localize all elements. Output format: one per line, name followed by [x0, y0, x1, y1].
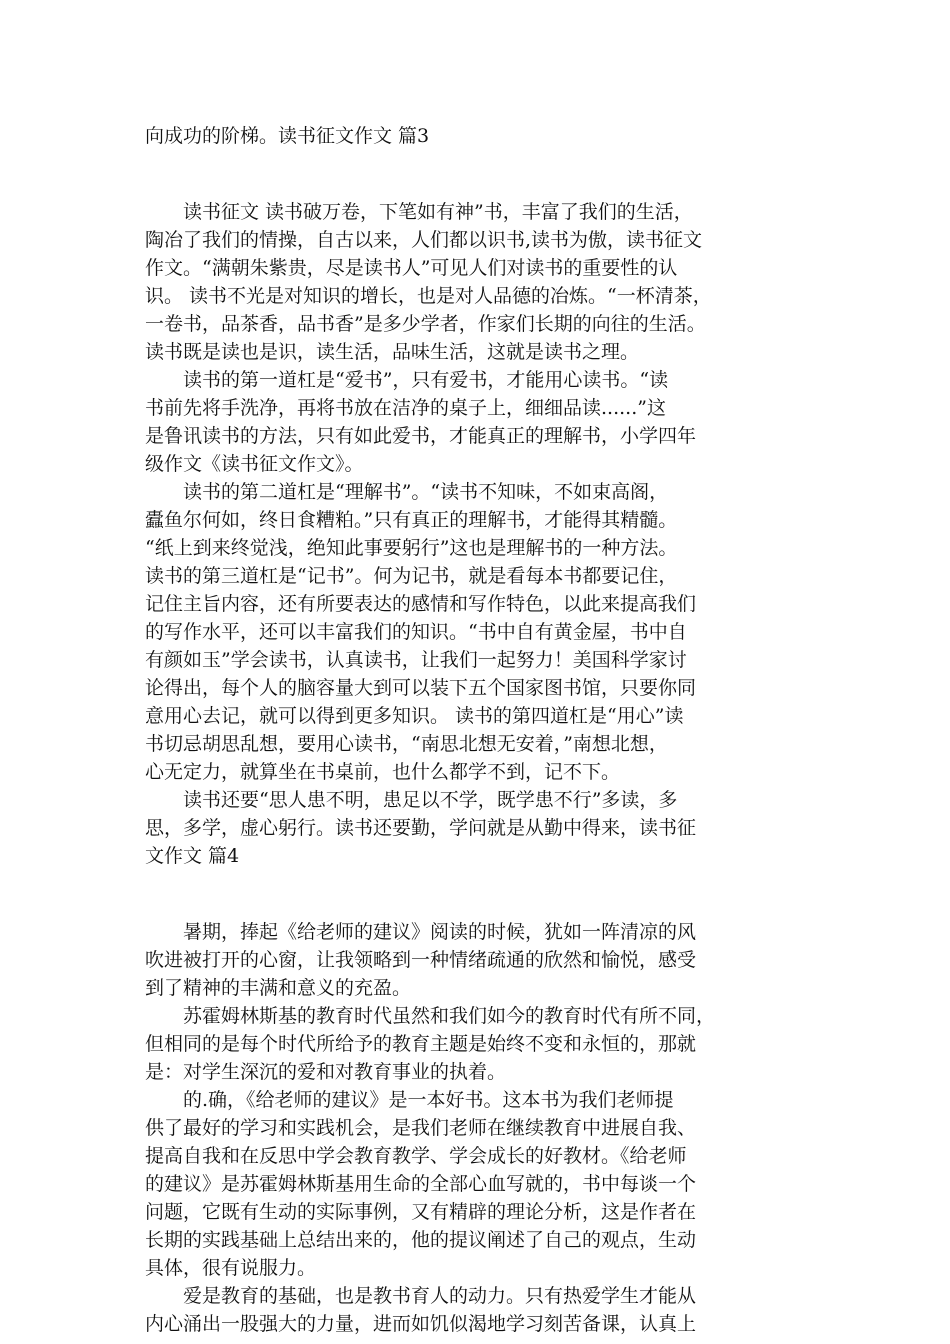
text-line: 的建议》是苏霍姆林斯基用生命的全部心血写就的，书中每谈一个	[145, 1173, 697, 1195]
text-line: 暑期，捧起《给老师的建议》阅读的时候，犹如一阵清凉的风	[145, 921, 697, 943]
text-line: 供了最好的学习和实践机会，是我们老师在继续教育中进展自我、	[145, 1117, 697, 1139]
text-line: 长期的实践基础上总结出来的，他的提议阐述了自己的观点，生动	[145, 1229, 697, 1251]
text-line: 陶冶了我们的情操，自古以来，人们都以识书,读书为傲，读书征文	[145, 229, 703, 251]
spacer	[145, 150, 827, 198]
text-line: 论得出，每个人的脑容量大到可以装下五个国家图书馆，只要你同	[145, 677, 697, 699]
text-line: 具体，很有说服力。	[145, 1257, 317, 1279]
text-line: 问题，它既有生动的实际事例，又有精辟的理论分析，这是作者在	[145, 1201, 697, 1223]
text-line: 读书的第二道杠是“理解书”。“读书不知味，不如束高阁，	[145, 481, 669, 503]
text-line: 读书的第三道杠是“记书”。何为记书，就是看每本书都要记住，	[145, 565, 678, 587]
text-line: 苏霍姆林斯基的教育时代虽然和我们如今的教育时代有所不同，	[145, 1005, 716, 1027]
text-line: 文作文 篇4	[145, 845, 240, 867]
text-line: 读书的第一道杠是“爱书”，只有爱书，才能用心读书。“读	[145, 369, 669, 391]
text-line: 书前先将手洗净，再将书放在洁净的桌子上，细细品读......”这	[145, 397, 666, 419]
text-line: 吹进被打开的心窗，让我领略到一种情绪疏通的欣然和愉悦，感受	[145, 949, 697, 971]
text-line: 的写作水平，还可以丰富我们的知识。“书中自有黄金屋，书中自	[145, 621, 687, 643]
text-line: 的.确，《给老师的建议》是一本好书。这本书为我们老师提	[145, 1089, 674, 1111]
text-line: 蠹鱼尔何如，终日食糟粕。”只有真正的理解书，才能得其精髓。	[145, 509, 678, 531]
text-line: 作文。“满朝朱紫贵，尽是读书人”可见人们对读书的重要性的认	[145, 257, 678, 279]
text-line: 意用心去记，就可以得到更多知识。 读书的第四道杠是“用心”读	[145, 705, 684, 727]
text-line: “纸上到来终觉浅，绝知此事要躬行”这也是理解书的一种方法。	[145, 537, 678, 559]
text-line: 读书征文 读书破万卷，下笔如有神”书，丰富了我们的生活，	[145, 201, 693, 223]
text-line: 是：对学生深沉的爱和对教育事业的执着。	[145, 1061, 507, 1083]
text-line: 但相同的是每个时代所给予的教育主题是始终不变和永恒的，那就	[145, 1033, 697, 1055]
text-line: 提高自我和在反思中学会教育教学、学会成长的好教材。《给老师	[145, 1145, 687, 1167]
text-line: 到了精神的丰满和意义的充盈。	[145, 977, 412, 999]
text-line: 爱是教育的基础，也是教书育人的动力。只有热爱学生才能从	[145, 1285, 697, 1307]
document-page	[145, 122, 827, 1338]
text-line: 有颜如玉”学会读书，认真读书，让我们一起努力！美国科学家讨	[145, 649, 687, 671]
text-line: 心无定力，就算坐在书桌前，也什么都学不到，记不下。	[145, 761, 621, 783]
section-4-body	[145, 918, 827, 1338]
text-line: 一卷书，品茶香，品书香”是多少学者，作家们长期的向往的生活。	[145, 313, 706, 335]
text-line: 读书还要“思人患不明，患足以不学，既学患不行”多读，多	[145, 789, 678, 811]
text-line: 是鲁讯读书的方法，只有如此爱书，才能真正的理解书，小学四年	[145, 425, 697, 447]
text-line: 书切忌胡思乱想，要用心读书，“南思北想无安着，”南想北想，	[145, 733, 668, 755]
text-line: 识。 读书不光是对知识的增长，也是对人品德的冶炼。“一杯清茶，	[145, 285, 712, 307]
spacer	[145, 870, 827, 918]
section-3-body	[145, 198, 827, 870]
text-line: 读书既是读也是识，读生活，品味生活，这就是读书之理。	[145, 341, 640, 363]
text-line: 记住主旨内容，还有所要表达的感情和写作特色，以此来提高我们	[145, 593, 697, 615]
text-line: 级作文《读书征文作文》。	[145, 453, 364, 475]
heading-line: 向成功的阶梯。读书征文作文 篇3	[145, 125, 430, 147]
text-line: 内心涌出一股强大的力量，进而如饥似渴地学习刻苦备课，认真上	[145, 1313, 697, 1335]
text-line: 思，多学，虚心躬行。读书还要勤，学问就是从勤中得来，读书征	[145, 817, 697, 839]
